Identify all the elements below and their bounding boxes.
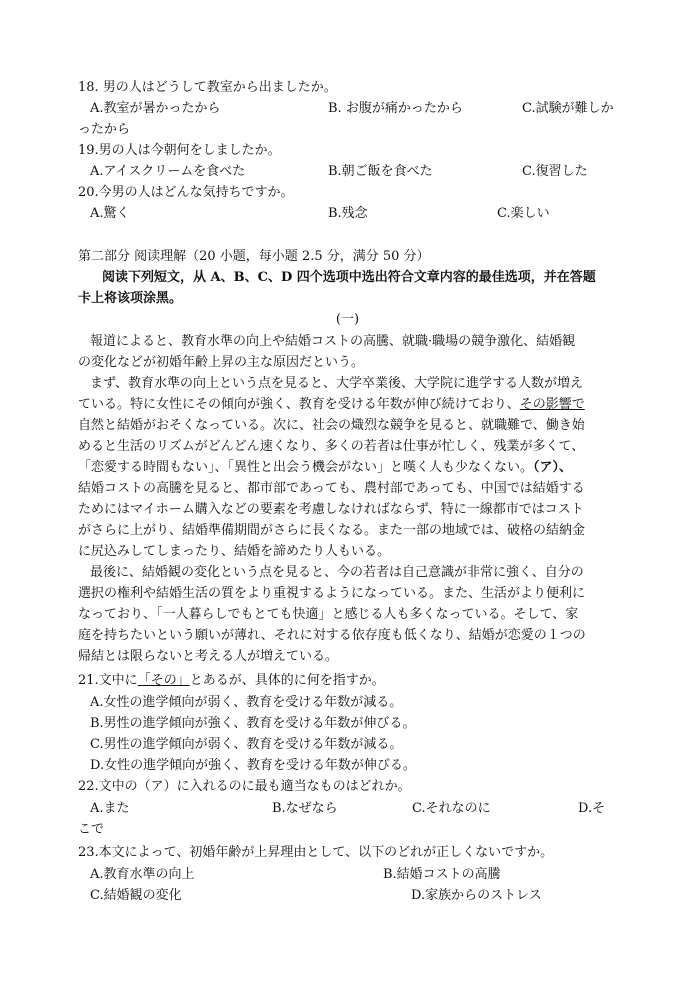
q18-option-a[interactable]: A.教室が暑かったから bbox=[90, 101, 221, 116]
q23-option-d[interactable]: D.家族からのストレス bbox=[411, 888, 542, 903]
passage-line-13: 選択の権利や結婚生活の質をより重視するようになっている。また、生活がより便利に bbox=[78, 586, 586, 601]
q18-option-b[interactable]: B. お腹が痛かったから bbox=[328, 101, 463, 116]
passage-line-3: まず、教育水準の向上という点を見ると、大学卒業後、大学院に進学する人数が増え bbox=[90, 376, 583, 391]
passage-line-7-text: 「恋愛する時間もない」、「異性と出会う機会がない」と嘆く人も少なくない。 bbox=[78, 460, 534, 475]
q20-option-c[interactable]: C.楽しい bbox=[497, 206, 550, 221]
q22-option-d-continuation: こで bbox=[78, 822, 105, 837]
passage-line-12: 最後に、結婚観の変化という点を見ると、今の若者は自己意識が非常に強く、自分の bbox=[90, 565, 584, 580]
q21-option-a[interactable]: A.女性の進学傾向が弱く、教育を受ける年数が減る。 bbox=[90, 695, 403, 710]
question-18: 18. 男の人はどうして教室から出ましたか。 bbox=[78, 80, 337, 95]
q21-option-b[interactable]: B.男性の進学傾向が強く、教育を受ける年数が伸びる。 bbox=[90, 716, 416, 731]
passage-line-1: 報道によると、教育水準の向上や結婚コストの高騰、就職·職場の競争激化、結婚観 bbox=[90, 334, 576, 349]
q20-option-a[interactable]: A.驚く bbox=[90, 206, 130, 221]
underlined-sono: その影響で bbox=[519, 397, 585, 412]
passage-line-2: の変化などが初婚年齢上昇の主な原因だという。 bbox=[78, 355, 365, 370]
passage-line-4 bbox=[78, 397, 585, 413]
passage-line-5: 自然と結婚がおそくなっている。次に、社会の熾烈な競争を見ると、就職難で、働き始 bbox=[78, 418, 585, 433]
q21-suffix: とあるが、具体的に何を指すか。 bbox=[189, 673, 385, 688]
passage-line-7 bbox=[78, 460, 572, 476]
part2-heading: 第二部分 阅读理解（20 小题，每小题 2.5 分，满分 50 分） bbox=[78, 249, 430, 264]
section-number: (一) bbox=[335, 312, 360, 327]
passage-line-16: 帰結とは限らないと考える人が増えている。 bbox=[78, 649, 339, 664]
q22-option-a[interactable]: A.また bbox=[90, 801, 130, 816]
passage-line-14: なっており、「一人暮らしでもとても快適」と感じる人も多くなっている。そして、家 bbox=[78, 607, 579, 622]
passage-line-8: 結婚コストの高騰を見ると、都市部であっても、農村部であっても、中国では結婚する bbox=[78, 481, 585, 496]
passage-line-15: 庭を持ちたいという願いが薄れ、それに対する依存度も低くなり、結婚が恋愛の１つの bbox=[78, 628, 586, 643]
question-19: 19.男の人は今朝何をしましたか。 bbox=[78, 143, 281, 158]
q23-option-c[interactable]: C.結婚観の変化 bbox=[90, 888, 182, 903]
q19-option-a[interactable]: A.アイスクリームを食べた bbox=[90, 164, 246, 179]
q22-option-c[interactable]: C.それなのに bbox=[412, 801, 491, 816]
question-22: 22.文中の（ア）に入れるのに最も適当なものはどれか。 bbox=[78, 779, 411, 794]
passage-line-6: めると生活のリズムがどんどん速くなり、多くの若者は仕事が忙しく、残業が多くて、 bbox=[78, 439, 585, 454]
question-21 bbox=[78, 673, 385, 689]
passage-line-4-text: ている。特に女性にその傾向が強く、教育を受ける年数が伸び続けており、 bbox=[78, 397, 520, 412]
q19-option-c[interactable]: C.復習した bbox=[522, 164, 588, 179]
q21-option-c[interactable]: C.男性の進学傾向が弱く、教育を受ける年数が減る。 bbox=[90, 737, 403, 752]
q21-prefix: 21.文中に bbox=[78, 673, 138, 688]
question-23: 23.本文によって、初婚年齢が上昇理由として、以下のどれが正しくないですか。 bbox=[78, 845, 554, 860]
passage-line-10: がさらに上がり、結婚準備期間がさらに長くなる。また一部の地域では、破格の結納金 bbox=[78, 523, 586, 538]
q18-option-c-continuation: ったから bbox=[78, 122, 131, 137]
q23-option-a[interactable]: A.教育水準の向上 bbox=[90, 867, 195, 882]
blank-marker-a: （ア）、 bbox=[533, 460, 573, 475]
question-20: 20.今男の人はどんな気持ちですか。 bbox=[78, 185, 294, 200]
q21-quote: 「その」 bbox=[137, 673, 190, 688]
q22-option-d[interactable]: D.そ bbox=[578, 801, 606, 816]
part2-instruction-line2: 卡上将该项涂黑。 bbox=[78, 291, 183, 306]
q22-option-b[interactable]: B.なぜなら bbox=[272, 801, 338, 816]
part2-instruction-line1: 阅读下列短文，从 A、B、C、D 四个选项中选出符合文章内容的最佳选项，并在答题 bbox=[102, 270, 596, 285]
q21-option-d[interactable]: D.女性の進学傾向が強く、教育を受ける年数が伸びる。 bbox=[90, 758, 416, 773]
q19-option-b[interactable]: B.朝ご飯を食べた bbox=[328, 164, 433, 179]
passage-line-11: に尻込みしてしまったり、結婚を諦めたり人もいる。 bbox=[78, 544, 391, 559]
q23-option-b[interactable]: B.結婚コストの高騰 bbox=[383, 867, 501, 882]
q20-option-b[interactable]: B.残念 bbox=[328, 206, 368, 221]
q18-option-c[interactable]: C.試験が難しか bbox=[522, 101, 614, 116]
passage-line-9: ためにはマイホーム購入などの要素を考慮しなければならず、特に一線都市ではコスト bbox=[78, 502, 584, 517]
